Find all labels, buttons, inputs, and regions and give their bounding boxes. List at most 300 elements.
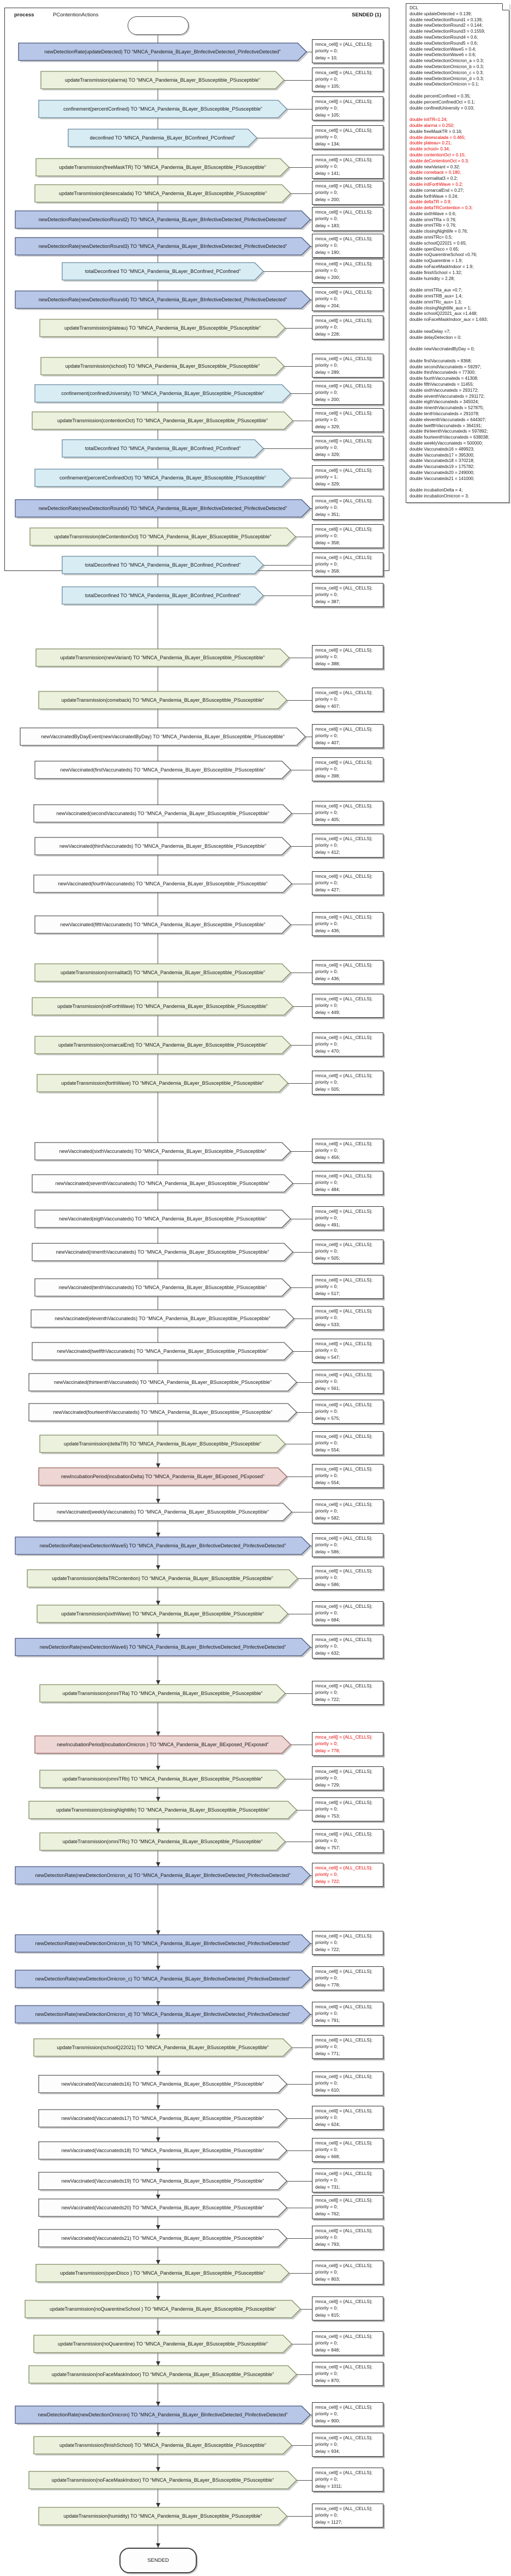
dcl-note-line: double noFaceMaskIndoor = 1.9;: [410, 264, 474, 270]
dcl-note-line: double sixthWave = 0.6;: [410, 211, 456, 216]
annotation-delay-line: delay = 582;: [315, 1515, 340, 1521]
annotation-priority-line: priority = 0;: [315, 1872, 338, 1878]
flow-step-label: newVaccinated(twelfthVaccunateds) TO “MNCA_Pandemia_BLayer_BSusceptible_PSusceptible”: [57, 1348, 268, 1354]
annotation-connector: [291, 193, 312, 194]
arrowhead-icon: [156, 2503, 160, 2507]
flow-step-label: newVaccinated(fifthVaccunateds) TO “MNCA_Pandemia_BLayer_BSusceptible_PSusceptible”: [60, 922, 266, 927]
annotation-connector: [289, 167, 312, 168]
step-annotation: [312, 2071, 383, 2095]
sended-count-label: SENDED (1): [352, 12, 381, 18]
dcl-note-line: double newDetectionRound3 = 0.1559;: [410, 29, 485, 34]
dcl-note-line: double Vaccunateds16 = 489923;: [410, 446, 474, 452]
flow-step: [40, 1833, 285, 1850]
step-annotation: [312, 2195, 383, 2219]
dcl-note-line: double alarma = 0.250;: [410, 123, 455, 128]
step-annotation: [312, 181, 383, 205]
annotation-delay-line: delay = 778;: [315, 1982, 340, 1988]
annotation-delay-line: delay = 190;: [315, 249, 340, 255]
step-annotation: [312, 1139, 383, 1163]
annotation-delay-line: delay = 815;: [315, 2312, 340, 2318]
flow-step: [15, 211, 310, 228]
step-annotation: [312, 960, 383, 984]
step-annotation: [312, 381, 383, 405]
flow-step-label: newDetectionRate(newDetectionOmicron) TO “MNCA_Pandemia_BLayer_BInfectiveDetected_PInfectiveDetected”: [38, 2412, 288, 2417]
dcl-note-line: double seventhVaccunateds = 291172;: [410, 393, 485, 399]
annotation-cell-line: mnca_cell[] = {ALL_CELLS};: [315, 1402, 372, 1407]
step-annotation: [312, 207, 383, 231]
flow-step-label: confinement(confinedUniversity) TO “MNCA_Pandemia_BLayer_BSusceptible_PSusceptible”: [61, 391, 264, 396]
flow-step-label: updateTransmission(deContentionOct) TO “MNCA_Pandemia_BLayer_BSusceptible_PSusceptible”: [54, 534, 272, 539]
annotation-delay-line: delay = 505;: [315, 1255, 340, 1261]
annotation-cell-line: mnca_cell[] = {ALL_CELLS};: [315, 585, 372, 591]
dcl-note-line: double newDetectionOmicron_a = 0.3;: [410, 58, 484, 64]
annotation-cell-line: mnca_cell[] = {ALL_CELLS};: [315, 236, 372, 241]
annotation-delay-line: delay = 105;: [315, 112, 340, 118]
flow-step: [37, 1074, 288, 1092]
dcl-note-line: double Vaccunateds18 = 370218;: [410, 458, 474, 464]
step-annotation: [312, 688, 383, 712]
annotation-priority-line: priority = 0;: [315, 1690, 338, 1696]
annotation-cell-line: mnca_cell[] = {ALL_CELLS};: [315, 760, 372, 765]
annotation-cell-line: mnca_cell[] = {ALL_CELLS};: [315, 555, 372, 560]
flow-step: [39, 100, 287, 118]
annotation-delay-line: delay = 668;: [315, 2153, 340, 2159]
flow-step-label: updateTransmission(omniTRb) TO “MNCA_Pandemia_BLayer_BSusceptible_PSusceptible”: [62, 1776, 263, 1782]
annotation-cell-line: mnca_cell[] = {ALL_CELLS};: [315, 1466, 372, 1472]
step-annotation: [312, 2504, 383, 2528]
dcl-note-line: double tenthVaccunateds = 291078;: [410, 411, 479, 416]
flow-step: [35, 1736, 291, 1753]
step-annotation: [312, 408, 383, 432]
flow-step-label: newVaccinated(thirdVaccunateds) TO “MNCA_Pandemia_BLayer_BSusceptible_PSusceptible”: [59, 843, 267, 849]
annotation-priority-line: priority = 0;: [315, 969, 338, 975]
annotation-priority-line: priority = 0;: [315, 2115, 338, 2121]
flow-step: [32, 1243, 293, 1261]
flow-step: [35, 1143, 291, 1160]
annotation-cell-line: mnca_cell[] = {ALL_CELLS};: [315, 183, 372, 189]
dcl-note-line: [410, 88, 506, 94]
annotation-priority-line: priority = 0;: [315, 76, 338, 82]
arrowhead-icon: [156, 2361, 160, 2366]
annotation-delay-line: delay = 793;: [315, 2241, 340, 2247]
annotation-connector: [289, 2273, 312, 2274]
flow-step-label: newVaccinated(secondVaccunateds) TO “MNCA_Pandemia_BLayer_BSusceptible_PSusceptible”: [56, 811, 269, 816]
annotation-delay-line: delay = 791;: [315, 2017, 340, 2023]
step-annotation: [312, 96, 383, 120]
flow-step: [32, 998, 293, 1015]
arrowhead-icon: [156, 1533, 160, 1537]
flow-step-label: updateTransmission(omniTRa) TO “MNCA_Pandemia_BLayer_BSusceptible_PSusceptible”: [62, 1691, 263, 1696]
annotation-cell-line: mnca_cell[] = {ALL_CELLS};: [315, 1603, 372, 1609]
annotation-cell-line: mnca_cell[] = {ALL_CELLS};: [315, 498, 372, 503]
annotation-delay-line: delay = 517;: [315, 1290, 340, 1296]
flow-step: [20, 728, 305, 745]
annotation-priority-line: priority = 0;: [315, 1079, 338, 1085]
flow-step-label: newVaccinated(Vaccunateds17) TO “MNCA_Pandemia_BLayer_BSusceptible_PSusceptible”: [61, 2116, 264, 2121]
flow-step-label: updateTransmission(deltaTR) TO “MNCA_Pandemia_BLayer_BSusceptible_PSusceptible”: [63, 1441, 261, 1447]
flow-step: [34, 2335, 292, 2353]
flow-step-label: newVaccinated(ninenthVaccunateds) TO “MNCA_Pandemia_BLayer_BSusceptible_PSusceptible”: [56, 1249, 269, 1255]
annotation-delay-line: delay = 204;: [315, 302, 340, 308]
annotation-cell-line: mnca_cell[] = {ALL_CELLS};: [315, 2506, 372, 2511]
annotation-connector: [291, 393, 312, 394]
annotation-connector: [297, 1810, 312, 1811]
dcl-note-line: double secondVaccunateds = 59297;: [410, 364, 482, 369]
step-annotation: [312, 2362, 383, 2386]
annotation-cell-line: mnca_cell[] = {ALL_CELLS};: [315, 2470, 372, 2475]
flow-step-label: updateTransmission(school) TO “MNCA_Pandemia_BLayer_BSusceptible_PSusceptible”: [65, 363, 260, 369]
flow-step-label: newVaccinated(thirteenthVaccunateds) TO “MNCA_Pandemia_BLayer_BSusceptible_PSusceptible”: [53, 1380, 272, 1385]
dcl-note-line: double thirteenthVaccunateds = 597892;: [410, 429, 488, 434]
dcl-note-line: double newDetectionOmicron_d = 0.3;: [410, 76, 484, 81]
annotation-delay-line: delay = 358;: [315, 539, 340, 545]
flow-step: [25, 2300, 300, 2318]
dcl-note-line: double deltaTRContention = 0.3;: [410, 205, 473, 211]
step-annotation: [312, 1635, 383, 1658]
step-annotation: [312, 912, 383, 936]
annotation-cell-line: mnca_cell[] = {ALL_CELLS};: [315, 1865, 372, 1870]
step-annotation: [312, 2433, 383, 2457]
annotation-cell-line: mnca_cell[] = {ALL_CELLS};: [315, 2404, 372, 2410]
dcl-note-line: double forthWave = 0.24;: [410, 193, 459, 199]
annotation-priority-line: priority = 0;: [315, 2476, 338, 2482]
annotation-cell-line: mnca_cell[] = {ALL_CELLS};: [315, 157, 372, 162]
flow-step-label: updateTransmission(plateau) TO “MNCA_Pandemia_BLayer_BSusceptible_PSusceptible”: [64, 325, 261, 331]
annotation-connector: [287, 2084, 312, 2085]
annotation-priority-line: priority = 0;: [315, 592, 338, 598]
annotation-cell-line: mnca_cell[] = {ALL_CELLS};: [315, 2197, 372, 2203]
annotation-cell-line: mnca_cell[] = {ALL_CELLS};: [315, 2435, 372, 2440]
annotation-priority-line: priority = 0;: [315, 654, 338, 660]
dcl-note-line: double fourthVaccunateds = 41308;: [410, 376, 478, 381]
annotation-cell-line: mnca_cell[] = {ALL_CELLS};: [315, 261, 372, 266]
flow-step: [34, 1503, 292, 1521]
flow-step: [39, 2507, 287, 2525]
annotation-cell-line: mnca_cell[] = {ALL_CELLS};: [315, 2074, 372, 2079]
annotation-delay-line: delay = 484;: [315, 1186, 340, 1192]
step-annotation: [312, 1306, 383, 1330]
frame-title: PContentionActions: [53, 12, 99, 18]
annotation-cell-line: mnca_cell[] = {ALL_CELLS};: [315, 690, 372, 695]
arrowhead-icon: [156, 2137, 160, 2142]
arrowhead-icon: [156, 1499, 160, 1503]
annotation-delay-line: delay = 870;: [315, 2377, 340, 2383]
annotation-cell-line: mnca_cell[] = {ALL_CELLS};: [315, 467, 372, 473]
flow-step: [40, 1770, 285, 1788]
flow-step-label: newDetectionRate(newDetectionOmicron_c) TO “MNCA_Pandemia_BLayer_BInfectiveDetected_PInfectiveDetected”: [35, 1976, 291, 1982]
flow-step-label: newVaccinated(eleventhVaccunateds) TO “MNCA_Pandemia_BLayer_BSusceptible_PSusceptible”: [55, 1316, 270, 1321]
dcl-note-line: double Vaccunateds20 = 249000;: [410, 470, 474, 475]
annotation-cell-line: mnca_cell[] = {ALL_CELLS};: [315, 410, 372, 416]
flow-step: [37, 1605, 288, 1623]
dcl-note-line: double schoolQ22021_aux =1.448;: [410, 311, 478, 317]
annotation-priority-line: priority = 0;: [315, 2411, 338, 2417]
annotation-connector: [287, 2181, 312, 2182]
flow-step-label: newDetectionRate(newDetectionWave6) TO “MNCA_Pandemia_BLayer_BInfectiveDetected_PInfectiveDetected”: [39, 1644, 286, 1650]
annotation-priority-line: priority = 0;: [315, 1975, 338, 1981]
annotation-delay-line: delay = 900;: [315, 2417, 340, 2423]
annotation-priority-line: priority = 0;: [315, 2044, 338, 2050]
annotation-connector: [292, 2445, 312, 2446]
flow-step: [15, 1935, 310, 1952]
step-annotation: [312, 259, 383, 283]
annotation-cell-line: mnca_cell[] = {ALL_CELLS};: [315, 2364, 372, 2370]
annotation-cell-line: mnca_cell[] = {ALL_CELLS};: [315, 41, 372, 47]
step-annotation: [312, 1275, 383, 1299]
end-node-label: SENDED: [147, 2557, 169, 2563]
flow-step: [15, 1537, 310, 1554]
dcl-note-line: double comeback = 0.180;: [410, 170, 461, 175]
step-annotation: [312, 436, 383, 460]
annotation-cell-line: mnca_cell[] = {ALL_CELLS};: [315, 2263, 372, 2268]
flow-step-label: totalDeconfined TO “MNCA_Pandemia_BLayer_BConfined_PConfined”: [85, 562, 241, 568]
annotation-delay-line: delay = 141;: [315, 170, 340, 176]
annotation-priority-line: priority = 0;: [315, 268, 338, 274]
flow-step: [39, 2199, 287, 2216]
annotation-cell-line: mnca_cell[] = {ALL_CELLS};: [315, 1535, 372, 1541]
annotation-connector: [285, 328, 312, 329]
annotation-delay-line: delay = 491;: [315, 1222, 340, 1228]
step-annotation: [312, 1431, 383, 1455]
annotation-priority-line: priority = 0;: [315, 1610, 338, 1616]
dcl-note-line: double initForthWave = 0.2;: [410, 181, 463, 187]
flow-step: [35, 837, 291, 855]
arrowhead-icon: [156, 2543, 160, 2548]
annotation-priority-line: priority = 0;: [315, 2512, 338, 2518]
flow-step-label: newVaccinatedByDayEvent(newVaccinatedByDay) TO “MNCA_Pandemia_BLayer_BSusceptible_PSusceptible”: [41, 734, 285, 739]
annotation-connector: [293, 1183, 312, 1184]
flow-step: [39, 2229, 287, 2247]
annotation-delay-line: delay = 632;: [315, 1650, 340, 1656]
annotation-connector: [287, 2150, 312, 2151]
flow-step: [39, 1468, 287, 1485]
flow-step-label: newVaccinated(sixthVaccunateds) TO “MNCA_Pandemia_BLayer_BSusceptible_PSusceptible”: [59, 1149, 267, 1154]
annotation-delay-line: delay = 436;: [315, 975, 340, 981]
annotation-delay-line: delay = 329;: [315, 481, 340, 487]
flow-step-label: newDetectionRate(newDetectionRound2) TO “MNCA_Pandemia_BLayer_BInfectiveDetected_PInfectiveDetected”: [38, 217, 287, 222]
annotation-cell-line: mnca_cell[] = {ALL_CELLS};: [315, 99, 372, 104]
annotation-cell-line: mnca_cell[] = {ALL_CELLS};: [315, 1800, 372, 1805]
dcl-note-line: double newVaccinatedByDay = 0;: [410, 347, 475, 352]
step-annotation: [312, 496, 383, 520]
annotation-cell-line: mnca_cell[] = {ALL_CELLS};: [315, 1242, 372, 1247]
dcl-note-line: double omniTRa_aux =0.7;: [410, 288, 462, 293]
annotation-priority-line: priority = 0;: [315, 1473, 338, 1479]
dcl-note-line: double eleventhVaccunateds = 644307;: [410, 417, 486, 422]
annotation-delay-line: delay = 1127;: [315, 2519, 342, 2525]
annotation-priority-line: priority = 0;: [315, 1041, 338, 1047]
annotation-cell-line: mnca_cell[] = {ALL_CELLS};: [315, 1933, 372, 1939]
annotation-priority-line: priority = 0;: [315, 417, 338, 423]
annotation-priority-line: priority = 0;: [315, 1643, 338, 1649]
dcl-note-line: double omniTRB_aux= 1.4;: [410, 294, 463, 299]
dcl-note-line: double firstVaccunateds = 8368;: [410, 358, 472, 363]
step-annotation: [312, 1931, 383, 1955]
annotation-priority-line: priority = 0;: [315, 296, 338, 302]
annotation-cell-line: mnca_cell[] = {ALL_CELLS};: [315, 873, 372, 879]
annotation-priority-line: priority = 0;: [315, 1741, 338, 1747]
annotation-delay-line: delay = 456;: [315, 1154, 340, 1160]
flow-step: [39, 2172, 287, 2190]
annotation-priority-line: priority = 0;: [315, 134, 338, 140]
annotation-cell-line: mnca_cell[] = {ALL_CELLS};: [315, 289, 372, 295]
arrowhead-icon: [156, 2467, 160, 2471]
flow-step: [35, 469, 291, 487]
annotation-priority-line: priority = 0;: [315, 216, 338, 222]
annotation-delay-line: delay = 387;: [315, 598, 340, 604]
flow-step-label: totalDeconfined TO “MNCA_Pandemia_BLayer_BConfined_PConfined”: [85, 446, 241, 451]
step-annotation: [312, 524, 383, 548]
flow-step-label: newDetectionRate(newDetectionRound4) TO “MNCA_Pandemia_BLayer_BInfectiveDetected_PInfectiveDetected”: [38, 506, 287, 511]
flow-step-label: updateTransmission(comarcalEnd) TO “MNCA_Pandemia_BLayer_BSusceptible_PSusceptible”: [58, 1042, 268, 1048]
flow-step-label: totalDeconfined TO “MNCA_Pandemia_BLayer_BConfined_PConfined”: [85, 269, 241, 274]
annotation-priority-line: priority = 0;: [315, 1775, 338, 1781]
dcl-note-line: double sixthVaccunateds = 293172;: [410, 387, 479, 393]
annotation-delay-line: delay = 624;: [315, 2121, 340, 2127]
annotation-cell-line: mnca_cell[] = {ALL_CELLS};: [315, 1831, 372, 1837]
flow-step-label: confinement(percentConfinedOct) TO “MNCA_Pandemia_BLayer_BSusceptible_PSusceptible”: [59, 475, 266, 481]
flow-step: [35, 761, 291, 779]
annotation-priority-line: priority = 0;: [315, 1508, 338, 1514]
dcl-note-line: double newDetectionRound4 = 0.6;: [410, 34, 478, 40]
annotation-delay-line: delay = 358;: [315, 568, 340, 574]
annotation-priority-line: priority = 0;: [315, 390, 338, 396]
annotation-connector: [291, 1151, 312, 1152]
annotation-priority-line: priority = 0;: [315, 1147, 338, 1153]
annotation-cell-line: mnca_cell[] = {ALL_CELLS};: [315, 383, 372, 388]
annotation-connector: [263, 271, 312, 272]
annotation-delay-line: delay = 610;: [315, 2087, 340, 2093]
step-annotation: [312, 1566, 383, 1590]
flow-step: [29, 2471, 297, 2489]
step-annotation: [312, 1032, 383, 1056]
annotation-connector: [293, 1006, 312, 1007]
step-annotation: [312, 1681, 383, 1705]
dcl-note-line: double noQuarentine = 1.9;: [410, 258, 463, 264]
annotation-delay-line: delay = 398;: [315, 773, 340, 779]
annotation-priority-line: priority = 0;: [315, 505, 338, 511]
annotation-cell-line: mnca_cell[] = {ALL_CELLS};: [315, 526, 372, 532]
dcl-note-line: double Vaccunateds17 = 395300;: [410, 452, 474, 458]
annotation-connector: [291, 1287, 312, 1288]
dcl-note-line: double Vaccunateds19 = 175782;: [410, 464, 474, 470]
annotation-priority-line: priority = 0;: [315, 810, 338, 816]
arrowhead-icon: [156, 1731, 160, 1736]
annotation-delay-line: delay = 757;: [315, 1844, 340, 1850]
annotation-cell-line: mnca_cell[] = {ALL_CELLS};: [315, 2171, 372, 2176]
annotation-delay-line: delay = 436;: [315, 927, 340, 933]
annotation-cell-line: mnca_cell[] = {ALL_CELLS};: [315, 318, 372, 323]
flow-step-label: newDetectionRate(newDetectionWave5) TO “MNCA_Pandemia_BLayer_BInfectiveDetected_PInfectiveDetected”: [39, 1543, 286, 1548]
flow-step: [32, 412, 293, 429]
step-annotation: [312, 645, 383, 669]
annotation-delay-line: delay = 554;: [315, 1479, 340, 1485]
annotation-connector: [287, 2118, 312, 2119]
step-annotation: [312, 1766, 383, 1790]
annotation-priority-line: priority = 0;: [315, 362, 338, 368]
annotation-delay-line: delay = 778;: [315, 1747, 340, 1753]
annotation-delay-line: delay = 722;: [315, 1878, 340, 1884]
dcl-note-line: double closingNightlife = 0.76;: [410, 229, 468, 234]
flow-step: [36, 2264, 289, 2282]
step-annotation: [312, 583, 383, 607]
flow-step: [34, 875, 292, 892]
annotation-priority-line: priority = 0;: [315, 105, 338, 111]
annotation-priority-line: priority = 0;: [315, 1806, 338, 1812]
flow-step: [15, 291, 310, 308]
annotation-priority-line: priority = 0;: [315, 2010, 338, 2016]
dcl-note-line: double newDetectionRound5 = 0.6;: [410, 40, 478, 46]
annotation-connector: [292, 813, 312, 814]
flow-step: [35, 385, 291, 402]
annotation-delay-line: delay = 684;: [315, 1617, 340, 1623]
arrowhead-icon: [156, 2195, 160, 2199]
arrowhead-icon: [156, 1634, 160, 1638]
annotation-cell-line: mnca_cell[] = {ALL_CELLS};: [315, 438, 372, 443]
annotation-priority-line: priority = 0;: [315, 242, 338, 248]
arrowhead-icon: [156, 1828, 160, 1833]
annotation-delay-line: delay = 449;: [315, 1009, 340, 1015]
flow-step-label: newVaccinated(Vaccunateds18) TO “MNCA_Pandemia_BLayer_BSusceptible_PSusceptible”: [61, 2148, 264, 2153]
flow-step: [35, 185, 291, 202]
annotation-priority-line: priority = 0;: [315, 1215, 338, 1221]
note-fold-corner-icon: [502, 3, 509, 10]
arrowhead-icon: [156, 2260, 160, 2264]
flow-step: [40, 1435, 285, 1453]
arrowhead-icon: [156, 2402, 160, 2406]
annotation-delay-line: delay = 731;: [315, 2184, 340, 2190]
flow-step-label: updateTransmission(forthWave) TO “MNCA_Pandemia_BLayer_BSusceptible_PSusceptible”: [61, 1080, 264, 1086]
step-annotation: [312, 871, 383, 895]
flow-step-label: newDetectionRate(newDetectionOmicron_b) TO “MNCA_Pandemia_BLayer_BInfectiveDetected_PInfectiveDetected”: [35, 1941, 291, 1946]
flow-step: [62, 263, 263, 280]
flow-step: [15, 1638, 310, 1656]
flow-step-label: updateTransmission(finishSchool) TO “MNCA_Pandemia_BLayer_BSusceptible_PSusceptible”: [59, 2443, 267, 2448]
dcl-note-line: double desescalada = 0.465;: [410, 135, 466, 140]
flow-step-label: totalDeconfined TO “MNCA_Pandemia_BLayer_BConfined_PConfined”: [85, 593, 241, 598]
step-annotation: [312, 2402, 383, 2426]
dcl-note-line: double noQuarentineSchool =0.76;: [410, 252, 477, 258]
flow-step-label: updateTransmission(contentionOct) TO “MNCA_Pandemia_BLayer_BSusceptible_PSusceptible”: [57, 418, 268, 423]
dcl-note-line: double incubationDelta = 4;: [410, 488, 463, 493]
step-annotation: [312, 155, 383, 179]
annotation-cell-line: mnca_cell[] = {ALL_CELLS};: [315, 726, 372, 732]
annotation-cell-line: mnca_cell[] = {ALL_CELLS};: [315, 1969, 372, 1974]
annotation-connector: [287, 2516, 312, 2517]
annotation-connector: [263, 448, 312, 449]
annotation-priority-line: priority = 0;: [315, 2441, 338, 2447]
arrowhead-icon: [156, 1463, 160, 1468]
annotation-cell-line: mnca_cell[] = {ALL_CELLS};: [315, 1035, 372, 1040]
annotation-priority-line: priority = 0;: [315, 1440, 338, 1446]
annotation-priority-line: priority = 0;: [315, 163, 338, 169]
step-annotation: [312, 1829, 383, 1853]
arrowhead-icon: [156, 2071, 160, 2075]
flow-step: [62, 587, 263, 604]
dcl-note-line: double ninenthVaccunateds = 527875;: [410, 405, 484, 411]
step-annotation: [312, 2035, 383, 2059]
step-annotation: [312, 1499, 383, 1523]
annotation-cell-line: mnca_cell[] = {ALL_CELLS};: [315, 962, 372, 968]
annotation-cell-line: mnca_cell[] = {ALL_CELLS};: [315, 1073, 372, 1078]
annotation-delay-line: delay = 351;: [315, 511, 340, 517]
dcl-note: [406, 3, 509, 503]
flow-step-label: newVaccinated(fourteenthVaccunateds) TO “MNCA_Pandemia_BLayer_BSusceptible_PSusceptible”: [53, 1409, 273, 1415]
annotation-delay-line: delay = 762;: [315, 2210, 340, 2216]
step-annotation: [312, 2106, 383, 2130]
annotation-delay-line: delay = 722;: [315, 1946, 340, 1952]
flow-step: [15, 1867, 310, 1884]
